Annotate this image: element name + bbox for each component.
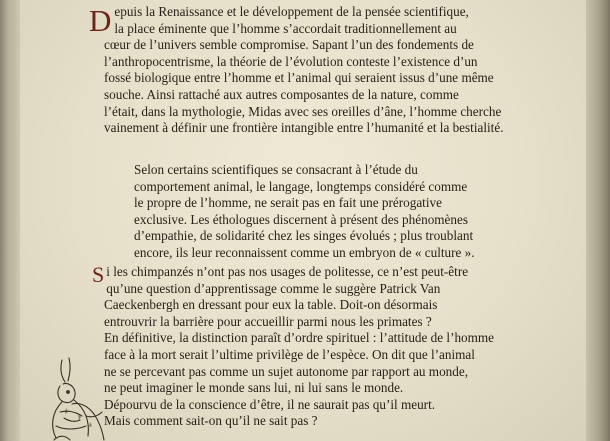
text-line: cœur de l’univers semble compromise. Sapant l’un des fondements de (104, 37, 474, 53)
paragraph-chimpanzees (92, 262, 549, 430)
text-line: vainement à définir une frontière intangible entre l’humanité et la bestialité. (104, 120, 504, 136)
text-line: exclusive. Les éthologues discernent à présent des phénomènes (134, 211, 468, 227)
text-line: face à la mort serait l’ultime privilège de l’espèce. On dit que l’animal (104, 346, 475, 362)
wall-edge-left (0, 0, 20, 441)
dropcap-s: S (92, 262, 105, 287)
text-line: ne peut imaginer le monde sans lui, ni lui sans le monde. (104, 380, 404, 396)
text-line: souche. Ainsi rattaché aux autres composantes de la nature, comme (104, 86, 459, 102)
text-line: ne se percevant pas comme un sujet autonome par rapport au monde, (104, 363, 468, 379)
text-line: Dépourvu de la conscience d’être, il ne saurait pas qu’il meurt. (104, 396, 436, 412)
text-line: qu’une question d’apprentissage comme le suggère Patrick Van (106, 280, 441, 296)
rabbit-figure-sketch-icon (42, 356, 114, 441)
text-line: Caeckenbergh en dressant pour eux la table. Doit-on désormais (104, 297, 438, 313)
text-line: l’était, dans la mythologie, Midas avec ses oreilles d’âne, l’homme cherche (104, 103, 502, 119)
text-line: comportement animal, le langage, longtemps considéré comme (134, 178, 468, 194)
text-line: i les chimpanzés n’ont pas nos usages de politesse, ce n’est peut-être (106, 264, 469, 279)
text-line: Mais comment sait-on qu’il ne sait pas ? (104, 413, 318, 429)
text-line: epuis la Renaissance et le développement de la pensée scientifique, (114, 4, 469, 19)
text-line: la place éminente que l’homme s’accordait traditionnellement au (114, 20, 457, 36)
text-line: En définitive, la distinction paraît d’ordre spirituel : l’attitude de l’homme (104, 330, 495, 346)
text-line: encore, ils leur reconnaissent comme un embryon de « culture ». (134, 244, 475, 260)
text-line: entrouvrir la barrière pour accueillir parmi nous les primates ? (104, 313, 432, 329)
wall-edge-right (586, 0, 610, 441)
text-line: le propre de l’homme, ne serait pas en fait une prérogative (134, 195, 442, 211)
paragraph-renaissance (89, 3, 549, 137)
exhibit-text-panel (20, 0, 586, 441)
text-line: l’anthropocentrisme, la théorie de l’évolution conteste l’existence d’un (104, 53, 478, 69)
text-line: fossé biologique entre l’homme et l’animal qui seraient issus d’une même (104, 70, 494, 86)
dropcap-d: D (89, 3, 112, 38)
text-line: Selon certains scientifiques se consacrant à l’étude du (134, 162, 418, 177)
paragraph-language (134, 162, 529, 262)
text-line: d’empathie, de solidarité chez les singes évolués ; plus troublant (134, 228, 474, 244)
